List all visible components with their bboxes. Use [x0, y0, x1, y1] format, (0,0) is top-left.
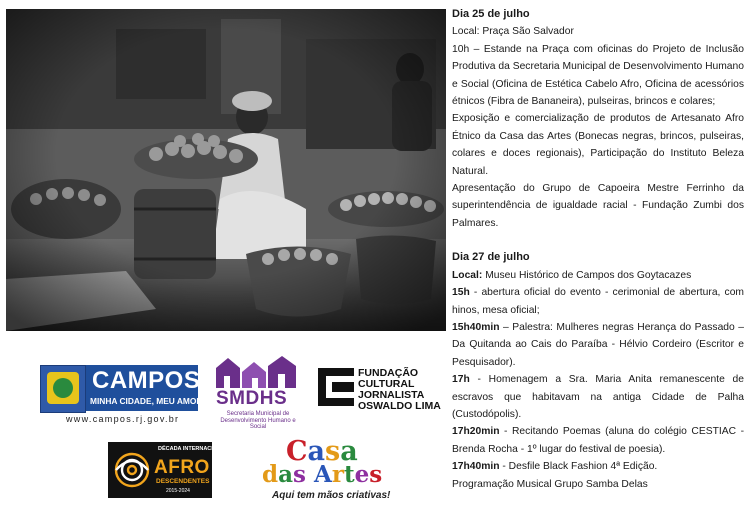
fundacao-line: OSWALDO LIMA: [358, 400, 441, 412]
afro-years: 2015-2024: [166, 488, 190, 494]
fundacao-cultural-logo: [318, 367, 441, 412]
casa-das-artes-logo: [262, 438, 402, 504]
spacer: [452, 232, 744, 249]
day1-item: Exposição e comercialização de produtos de Artesanato Afro Étnico da Casa das Artes (Bonecas negras, brincos, pulseiras, colares e doces regionais), Participação do Instituto Beleza Natural.: [452, 113, 744, 177]
day2-item: [452, 423, 744, 458]
item-time: 15h: [452, 287, 470, 299]
casa-line2: [262, 463, 382, 487]
houses-icon: [212, 354, 304, 390]
coat-of-arms-icon: [40, 365, 86, 413]
day1-item: Apresentação do Grupo de Capoeira Mestre Ferrinho da superintendência de igualdade racial - Fundação Zumbi dos Palmares.: [452, 183, 744, 229]
day2-location-label: Local:: [452, 269, 483, 281]
fundacao-mark-icon: [318, 368, 354, 406]
afro-decade-text: DÉCADA INTERNACIONAL DE: [158, 446, 238, 452]
campos-logo: [40, 365, 205, 425]
campos-title: CAMPOS: [92, 367, 201, 394]
campos-tagline: MINHA CIDADE, MEU AMOR.: [90, 396, 205, 406]
day1-heading: Dia 25 de julho: [452, 8, 530, 20]
item-text: - abertura oficial do evento - cerimonial de abertura, com hinos, mesa oficial;: [452, 287, 744, 316]
event-program: [452, 6, 744, 493]
afro-decade-logo: [108, 442, 238, 498]
afro-desc: DESCENDENTES: [156, 478, 210, 485]
day2-location: [452, 267, 744, 284]
day1-location: Local: Praça São Salvador: [452, 26, 574, 38]
swirl-icon: [112, 446, 152, 494]
item-time: 15h40min: [452, 321, 500, 333]
campos-url: www.campos.rj.gov.br: [66, 414, 180, 424]
day2-heading: Dia 27 de julho: [452, 251, 530, 264]
day2-item: [452, 284, 744, 319]
das-artes-word: das Artes: [262, 461, 383, 488]
casa-word: Casa: [286, 436, 358, 467]
afro-word: AFRO: [154, 457, 210, 478]
fundacao-name: [358, 368, 441, 412]
fundacao-line: JORNALISTA: [358, 389, 425, 401]
item-text: - Homenagem a Sra. Maria Anita remanescente de escravos que habitavam na antiga Cidade de Palha (Custodópolis).: [452, 374, 744, 420]
item-text: - Recitando Poemas (aluna do colégio CESTIAC - Brenda Rocha - 1º lugar do festival de poesia).: [452, 426, 744, 455]
fundacao-line: FUNDAÇÃO: [358, 367, 419, 379]
item-time: 17h20min: [452, 426, 500, 438]
day2-item: [452, 371, 744, 423]
day2-location-value: Museu Histórico de Campos dos Goytacazes: [482, 269, 692, 281]
day2-closing: Programação Musical Grupo Samba Delas: [452, 478, 648, 490]
day2-item: [452, 458, 744, 475]
day2-item: [452, 319, 744, 371]
smdhs-logo: [212, 354, 304, 438]
day1-item: 10h – Estande na Praça com oficinas do Projeto de Inclusão Produtiva da Secretaria Municipal de Desenvolvimento Humano e Social (Oficina de Estética Cabelo Afro, Oficina de acessórios étnicos (Fibra de Bananeira), pulseiras, brincos e colares;: [452, 43, 744, 108]
casa-slogan: Aqui tem mãos criativas!: [272, 490, 391, 501]
item-time: 17h: [452, 374, 470, 386]
item-time: 17h40min: [452, 461, 500, 473]
fundacao-line: CULTURAL: [358, 378, 415, 390]
item-text: - Desfile Black Fashion 4ª Edição.: [499, 461, 658, 473]
item-text: – Palestra: Mulheres negras Herança do Passado – Da Quitanda ao Cais do Paraíba - Hélvio Cordeiro (Escritor e Pesquisador).: [452, 321, 744, 368]
historic-market-photo: [6, 9, 446, 331]
smdhs-name: SMDHS: [216, 388, 288, 409]
smdhs-subtitle: Secretaria Municipal de Desenvolvimento Humano e Social: [220, 411, 296, 430]
